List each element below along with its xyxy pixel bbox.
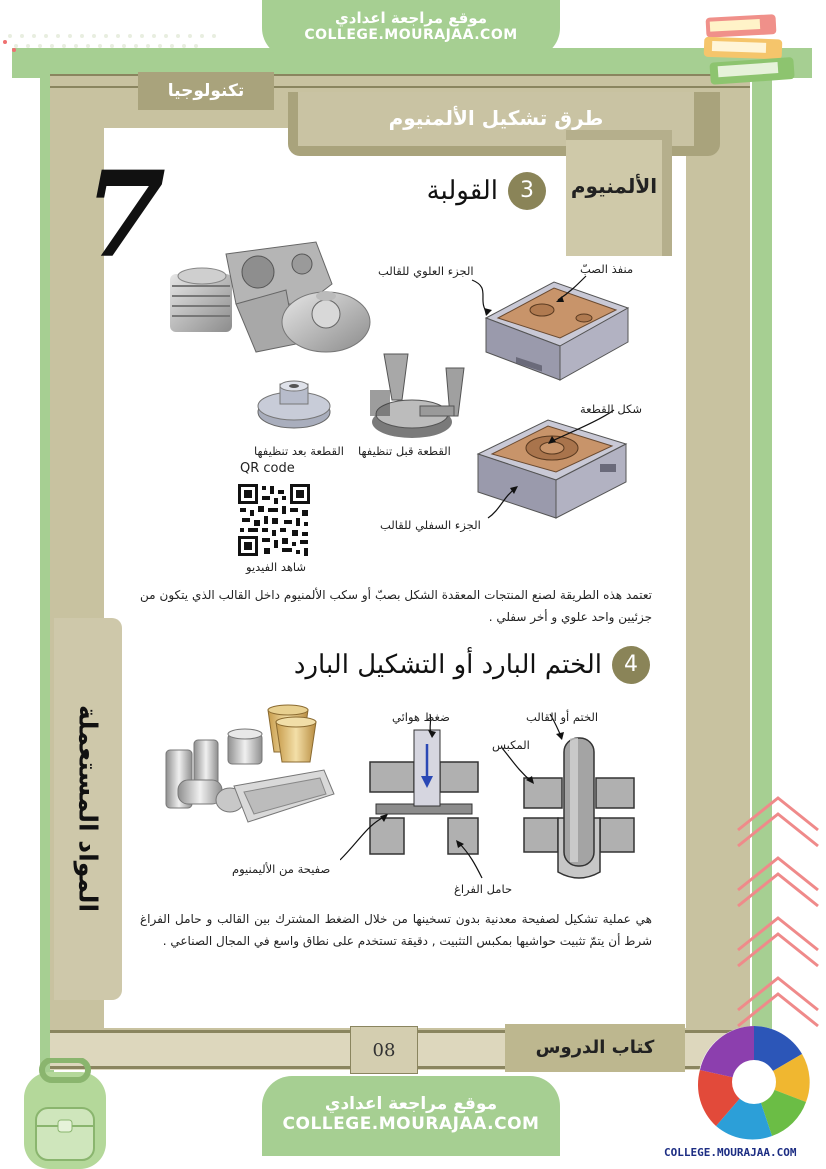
label-after-clean: القطعة بعد تنظيفها xyxy=(254,444,344,458)
cast-parts-image xyxy=(166,234,376,358)
section-4-number: 4 xyxy=(612,646,650,684)
label-piece-shape: شكل القطعة xyxy=(580,402,643,416)
dots-decoration xyxy=(0,30,260,54)
lesson-title: طرق تشكيل الألمنيوم xyxy=(298,92,694,146)
backpack-icon xyxy=(10,1058,120,1169)
logo-domain[interactable]: COLLEGE.MOURAJAA.COM xyxy=(664,1146,797,1159)
chapter-tab: الألمنيوم xyxy=(566,140,662,256)
subject-tab: تكنولوجيا xyxy=(138,72,274,110)
section-4-heading xyxy=(276,646,650,684)
label-bottom-part: الجزء السفلي للقالب xyxy=(380,518,481,532)
label-before-clean: القطعة قبل تنظيفها xyxy=(358,444,451,458)
label-top-part: الجزء العلوي للقالب xyxy=(378,264,474,278)
label-air-pressure: ضغط هوائي xyxy=(392,710,450,724)
chevron-pattern xyxy=(730,790,826,1040)
label-press: المكبس xyxy=(492,738,530,752)
label-watch-video[interactable]: شاهد الفيديو xyxy=(246,560,307,574)
mold-pointer-lines xyxy=(380,270,643,530)
side-tab-text-wrap xyxy=(54,618,122,1000)
site-domain-bottom: COLLEGE.MOURAJAA.COM xyxy=(282,1114,540,1134)
page-number: 08 xyxy=(350,1026,418,1074)
label-pour-hole: منفذ الصبّ xyxy=(580,262,634,276)
section-4-title: الختم البارد أو التشكيل البارد xyxy=(293,650,602,680)
label-sheet: صفيحة من الأليمنيوم xyxy=(232,862,331,876)
school-wheel-logo[interactable] xyxy=(694,1022,814,1142)
cleaned-piece-image xyxy=(254,378,336,432)
site-banner-top[interactable] xyxy=(262,0,560,58)
site-name-bottom: موقع مراجعة اعدادي xyxy=(324,1094,498,1114)
section-3-paragraph: تعتمد هذه الطريقة لصنع المنتجات المعقدة الشكل بصبّ أو سكب الألمنيوم داخل القالب الذي يتكون من جزئيين واحد علوي و أخر سفلي . xyxy=(140,588,652,624)
qr-code-label: QR code xyxy=(240,461,295,476)
section-3-heading xyxy=(392,172,546,210)
site-domain: COLLEGE.MOURAJAA.COM xyxy=(304,27,518,43)
aluminum-products-image xyxy=(164,700,340,830)
section-4-paragraph: هي عملية تشكيل لصفيحة معدنية بدون تسخينها من خلال الضغط المشترك بين القالب و حامل الفراغ شرط أن يتمّ تثبيت حواشيها بمكبس التثبيت , دقيقة تستخدم على نطاق واسع في المجال الصناعي . xyxy=(140,912,652,948)
books-icon xyxy=(700,10,805,92)
unit-number: 7 xyxy=(84,145,167,284)
section-3-title: القولبة xyxy=(426,176,498,206)
qr-code-icon[interactable] xyxy=(236,482,312,558)
site-name: موقع مراجعة اعدادي xyxy=(335,9,487,27)
label-holder: حامل الفراغ xyxy=(454,882,513,896)
section-3-number: 3 xyxy=(508,172,546,210)
book-label: كتاب الدروس xyxy=(505,1024,685,1072)
site-banner-bottom[interactable] xyxy=(262,1076,560,1156)
side-tab-text: المواد المستعملة xyxy=(73,705,103,913)
press-pointer-lines xyxy=(340,700,580,900)
label-die: الختم أو القالب xyxy=(526,710,599,724)
